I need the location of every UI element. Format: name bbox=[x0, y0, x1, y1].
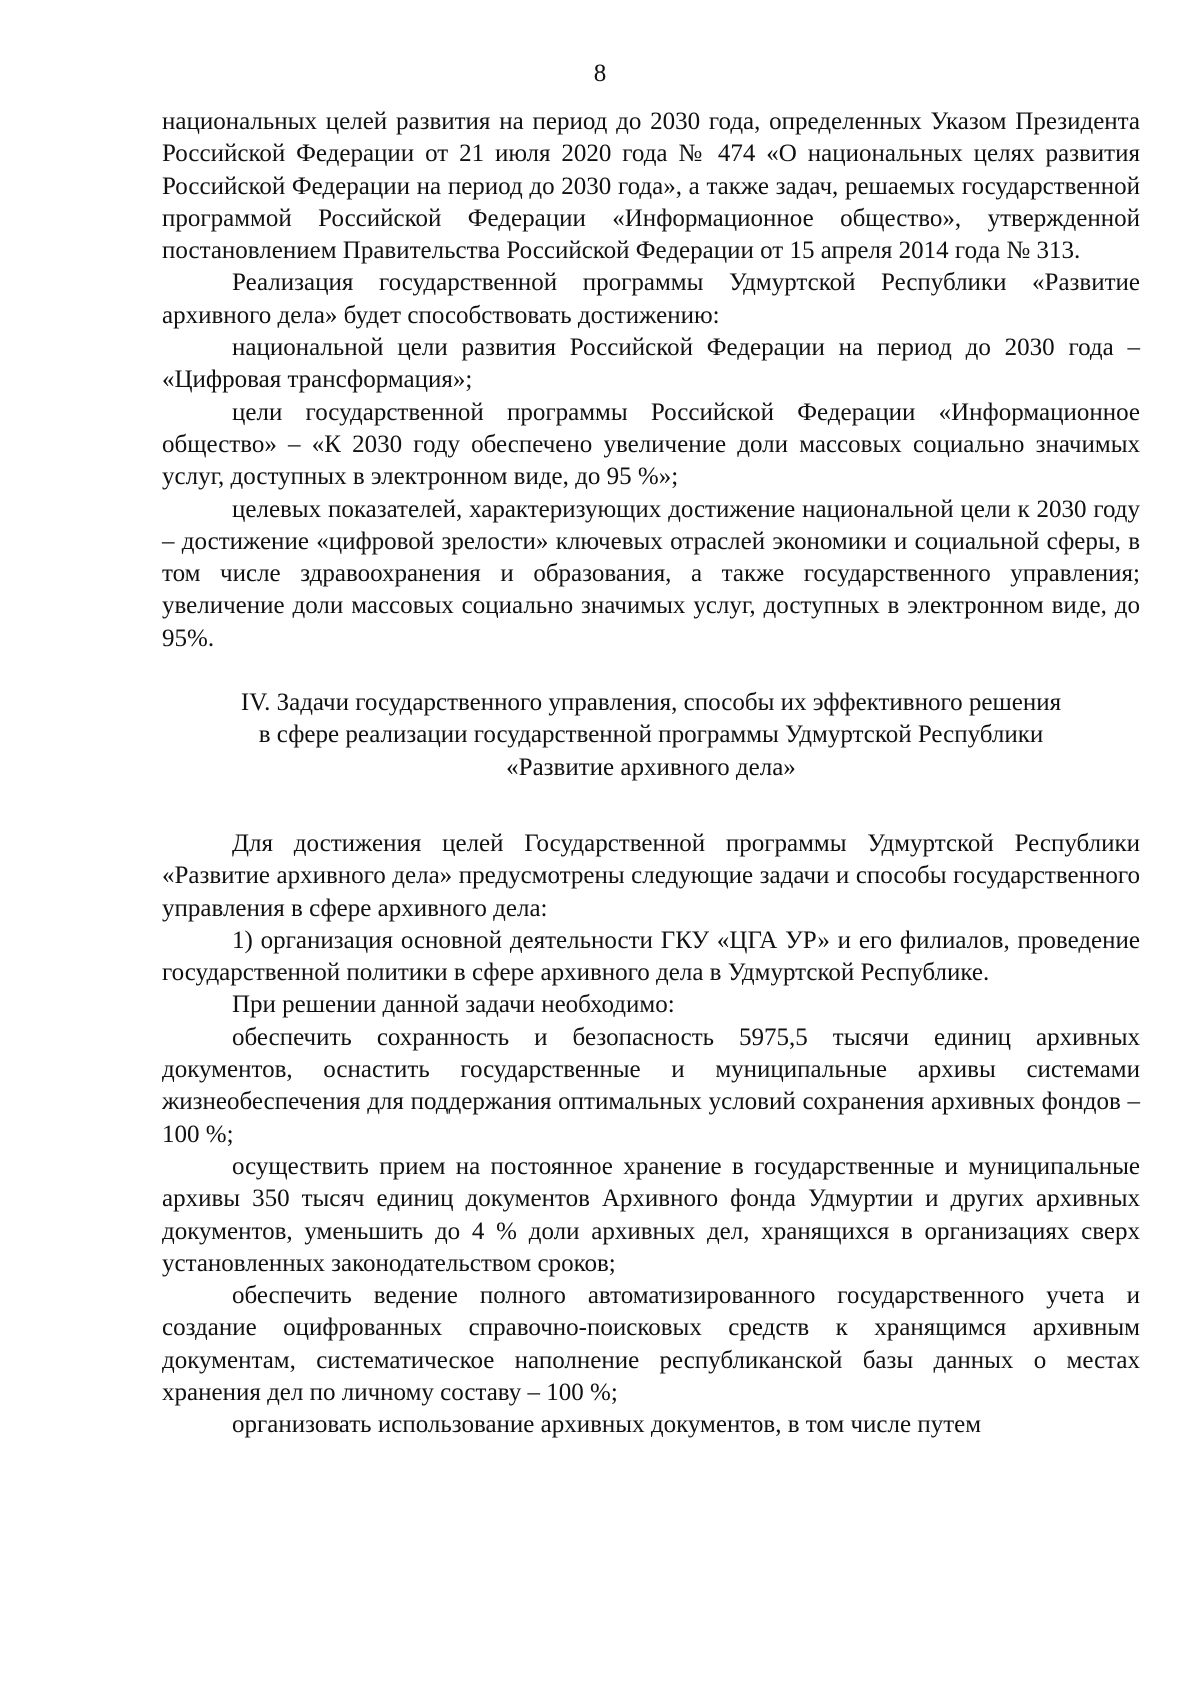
paragraphs-bottom bbox=[162, 828, 1140, 1442]
section-heading-line: в сфере реализации государственной программы Удмуртской Республики bbox=[258, 721, 1044, 749]
section-heading-line: «Развитие архивного дела» bbox=[506, 753, 796, 781]
paragraph: цели государственной программы Российской Федерации «Информационное общество» – «К 2030 году обеспечено увеличение доли массовых социально значимых услуг, доступных в электронном виде, до 95 %»; bbox=[162, 398, 1140, 491]
section-heading bbox=[162, 687, 1140, 784]
paragraph: национальной цели развития Российской Федерации на период до 2030 года – «Цифровая трансформация»; bbox=[162, 334, 1140, 394]
paragraph: Реализация государственной программы Удмуртской Республики «Развитие архивного дела» будет способствовать достижению: bbox=[162, 269, 1140, 329]
paragraph: обеспечить сохранность и безопасность 5975,5 тысячи единиц архивных документов, оснастить государственные и муниципальные архивы системами жизнеобеспечения для поддержания оптимальных условий сохранения архивных фондов – 100 %; bbox=[162, 1023, 1140, 1148]
paragraph: национальных целей развития на период до 2030 года, определенных Указом Президента Российской Федерации от 21 июля 2020 года № 474 «О национальных целях развития Российской Федерации на период до 2030 года», а также задач, решаемых государственной программой Российской Федерации «Информационное общество», утвержденной постановлением Правительства Российской Федерации от 15 апреля 2014 года № 313. bbox=[162, 108, 1140, 265]
section-heading-line: IV. Задачи государственного управления, способы их эффективного решения bbox=[240, 689, 1062, 717]
paragraph: осуществить прием на постоянное хранение в государственные и муниципальные архивы 350 тысяч единиц документов Архивного фонда Удмуртии и других архивных документов, уменьшить до 4 % доли архивных дел, хранящихся в организациях сверх установленных законодательством сроков; bbox=[162, 1152, 1140, 1277]
paragraph: Для достижения целей Государственной программы Удмуртской Республики «Развитие архивного дела» предусмотрены следующие задачи и способы государственного управления в сфере архивного дела: bbox=[162, 829, 1140, 922]
paragraph: организовать использование архивных документов, в том числе путем bbox=[232, 1411, 982, 1439]
page-number: 8 bbox=[593, 60, 607, 87]
paragraph: При решении данной задачи необходимо: bbox=[232, 991, 675, 1019]
paragraphs-top bbox=[162, 106, 1140, 655]
paragraph: обеспечить ведение полного автоматизированного государственного учета и создание оцифрованных справочно-поисковых средств к хранящимся архивным документам, систематическое наполнение республиканской базы данных о местах хранения дел по личному составу – 100 %; bbox=[162, 1282, 1140, 1406]
paragraph: 1) организация основной деятельности ГКУ «ЦГА УР» и его филиалов, проведение государственной политики в сфере архивного дела в Удмуртской Республике. bbox=[162, 926, 1140, 987]
document-body bbox=[162, 106, 1140, 1442]
paragraph: целевых показателей, характеризующих достижение национальной цели к 2030 году – достижение «цифровой зрелости» ключевых отраслей экономики и социальной сферы, в том числе здравоохранения и образования, а также государственного управления; увеличение доли массовых социально значимых услуг, доступных в электронном виде, до 95%. bbox=[162, 495, 1140, 652]
